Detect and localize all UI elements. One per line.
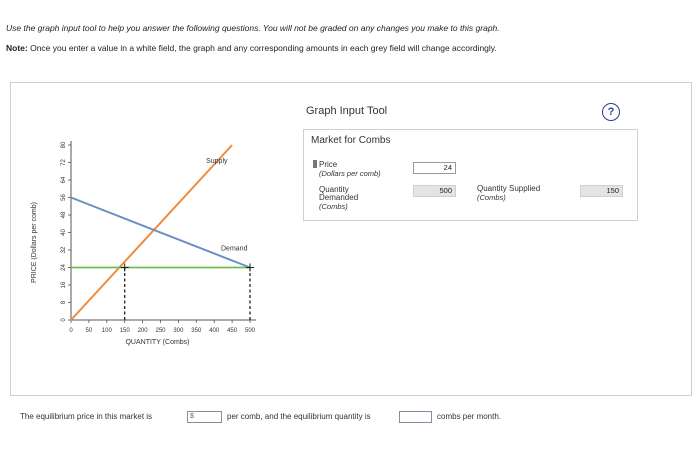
x-tick-label: 100: [101, 328, 112, 334]
x-tick-label: 300: [173, 328, 184, 334]
x-tick-label: 400: [209, 328, 220, 334]
demand-curve: [71, 198, 250, 268]
x-tick-label: 200: [137, 328, 148, 334]
y-tick-label: 16: [61, 281, 67, 289]
y-tick-label: 32: [61, 246, 67, 254]
quantity-demanded-value: 500: [413, 185, 456, 197]
note-text: Once you enter a value in a white field, the graph and any corresponding amounts in each grey field will change accordingly.: [27, 43, 497, 53]
y-tick-label: 8: [61, 300, 67, 305]
equilibrium-quantity-input[interactable]: [399, 411, 432, 423]
question-part-3: combs per month.: [437, 412, 502, 421]
y-tick-label: 80: [61, 141, 67, 149]
quantity-demanded-label-1: Quantity: [319, 185, 349, 194]
x-tick-label: 500: [244, 328, 256, 334]
price-label: Price: [313, 160, 337, 169]
supply-label: Supply: [206, 158, 228, 165]
y-tick-label: 72: [61, 159, 67, 166]
market-title: Market for Combs: [311, 135, 391, 146]
demand-label: Demand: [221, 245, 248, 253]
quantity-demanded-label-2: Demanded: [319, 193, 359, 202]
x-tick-label: 250: [155, 328, 166, 334]
x-tick-label: 0: [69, 328, 73, 334]
y-tick-label: 24: [61, 264, 67, 271]
x-axis-label: QUANTITY (Combs): [125, 339, 190, 346]
quantity-supplied-value: 150: [580, 185, 623, 197]
y-axis-label: PRICE (Dollars per comb): [31, 202, 38, 283]
note-label: Note:: [6, 43, 28, 53]
y-tick-label: 56: [61, 194, 67, 201]
question-part-2: per comb, and the equilibrium quantity is: [227, 412, 371, 421]
x-tick-label: 150: [119, 328, 130, 334]
x-tick-label: 50: [85, 328, 93, 334]
x-tick-label: 350: [191, 328, 202, 334]
equilibrium-price-input[interactable]: $: [187, 411, 222, 423]
question-part-1: The equilibrium price in this market is: [20, 412, 153, 421]
help-icon[interactable]: ?: [602, 103, 620, 121]
price-bullet-icon: [313, 160, 317, 168]
instruction-line: Use the graph input tool to help you answer the following questions. You will not be graded on any changes you make to this graph.: [6, 23, 500, 33]
supply-demand-chart[interactable]: [16, 132, 278, 352]
price-unit: (Dollars per comb): [319, 169, 381, 178]
graph-input-tool-title: Graph Input Tool: [306, 105, 388, 117]
y-tick-label: 0: [61, 318, 67, 322]
y-tick-label: 48: [61, 211, 67, 219]
quantity-demanded-unit: (Combs): [319, 202, 348, 211]
y-tick-label: 40: [61, 229, 67, 236]
supply-curve: [71, 145, 232, 320]
quantity-supplied-unit: (Combs): [477, 193, 506, 202]
quantity-supplied-label: Quantity Supplied: [477, 184, 541, 193]
y-tick-label: 64: [61, 176, 67, 184]
note-line: [6, 43, 497, 53]
x-tick-label: 450: [227, 328, 238, 334]
price-input[interactable]: 24: [413, 162, 456, 174]
